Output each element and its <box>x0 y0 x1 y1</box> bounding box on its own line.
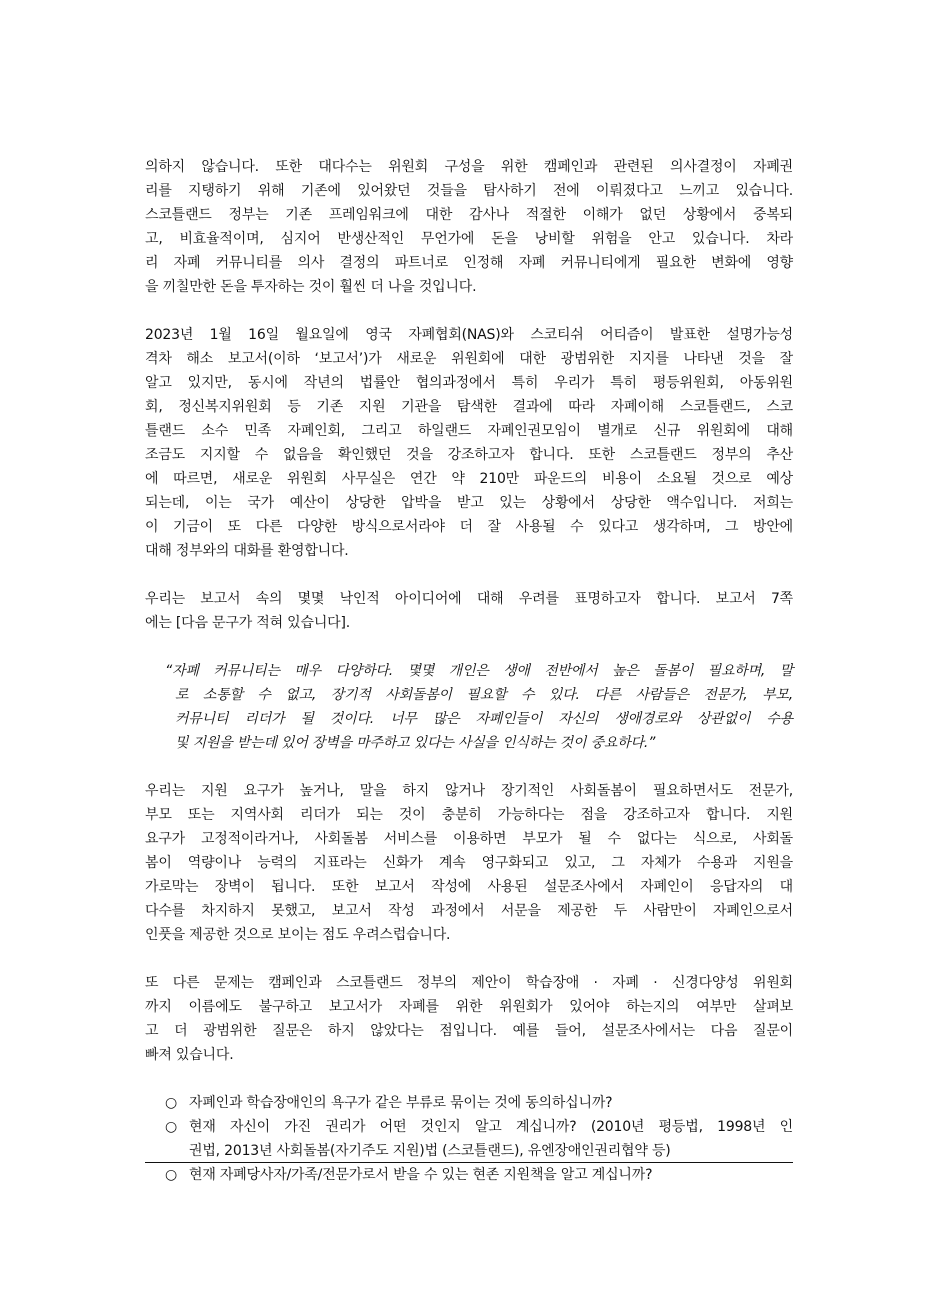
text-line: 리 자폐 커뮤니티를 의사 결정의 파트너로 인정해 자폐 커뮤니티에게 필요한 변화에 영향 <box>145 255 793 271</box>
report-quote <box>165 659 793 755</box>
text-line: 현재 자폐당사자/가족/전문가로서 받을 수 있는 현존 지원책을 알고 계십니까? <box>189 1167 653 1183</box>
text-line: 현재 자신이 가진 권리가 어떤 것인지 알고 계십니까? (2010년 평등법, 1998년 인 <box>189 1119 793 1135</box>
list-item <box>165 1091 793 1115</box>
text-line: 을 끼칠만한 돈을 투자하는 것이 훨씬 더 나을 것입니다. <box>145 279 477 295</box>
text-line: 대해 정부와의 대화를 환영합니다. <box>145 543 349 559</box>
text-line: 우리는 보고서 속의 몇몇 낙인적 아이디어에 대해 우려를 표명하고자 합니다. 보고서 7쪽 <box>145 591 793 607</box>
text-line: 자폐인과 학습장애인의 욕구가 같은 부류로 묶이는 것에 동의하십니까? <box>189 1095 613 1111</box>
text-line: 에는 [다음 문구가 적혀 있습니다]. <box>145 615 350 631</box>
paragraph-2 <box>145 323 793 563</box>
circle-bullet-icon: ○ <box>165 1167 178 1183</box>
survey-question-list <box>165 1091 793 1187</box>
text-line: 에 따르면, 새로운 위원회 사무실은 연간 약 210만 파운드의 비용이 소요될 것으로 예상 <box>145 471 793 487</box>
text-line: 회, 정신복지위원회 등 기존 지원 기관을 탐색한 결과에 따라 자폐이해 스코틀랜드, 스코 <box>145 399 793 415</box>
text-line: 빠져 있습니다. <box>145 1047 234 1063</box>
text-line: 이 기금이 또 다른 다양한 방식으로서라야 더 잘 사용될 수 있다고 생각하며, 그 방안에 <box>145 519 793 535</box>
text-line: 리를 지탱하기 위해 기존에 있어왔던 것들을 탐사하기 전에 이뤄졌다고 느끼고 있습니다. <box>145 183 793 199</box>
text-line: 틀랜드 소수 민족 자폐인회, 그리고 하일랜드 자폐인권모임이 별개로 신규 위원회에 대해 <box>145 423 793 439</box>
text-line: 가로막는 장벽이 됩니다. 또한 보고서 작성에 사용된 설문조사에서 자폐인이 응답자의 대 <box>145 879 793 895</box>
paragraph-spacer <box>145 563 793 587</box>
text-line: 요구가 고정적이라거나, 사회돌봄 서비스를 이용하면 부모가 될 수 없다는 식으로, 사회돌 <box>145 831 793 847</box>
document-page <box>145 155 793 1187</box>
quote-line: 커뮤니티 리더가 될 것이다. 너무 많은 자폐인들이 자신의 생애경로와 상관없이 수용 <box>175 711 793 727</box>
paragraph-spacer <box>145 1067 793 1091</box>
text-line: 격차 해소 보고서(이하 ‘보고서’)가 새로운 위원회에 대한 광범위한 지지를 나타낸 것을 잘 <box>145 351 793 367</box>
text-line: 스코틀랜드 정부는 기존 프레임워크에 대한 감사나 적절한 이해가 없던 상황에서 중복되 <box>145 207 793 223</box>
quote-line: 및 지원을 받는데 있어 장벽을 마주하고 있다는 사실을 인식하는 것이 중요하다.” <box>175 735 656 751</box>
text-line: 봄이 역량이나 능력의 지표라는 신화가 계속 영구화되고 있고, 그 자체가 수용과 지원을 <box>145 855 793 871</box>
page-bottom-rule <box>145 1162 793 1163</box>
paragraph-4 <box>145 779 793 947</box>
text-line: 까지 이름에도 불구하고 보고서가 자폐를 위한 위원회가 있어야 하는지의 여부만 살펴보 <box>145 999 793 1015</box>
text-line: 또 다른 문제는 캠페인과 스코틀랜드 정부의 제안이 학습장애 · 자폐 · 신경다양성 위원회 <box>145 975 793 991</box>
list-item <box>165 1163 793 1187</box>
quote-line: 로 소통할 수 없고, 장기적 사회돌봄이 필요할 수 있다. 다른 사람들은 전문가, 부모, <box>175 687 793 703</box>
paragraph-5 <box>145 971 793 1067</box>
text-line: 조금도 지지할 수 없음을 확인했던 것을 강조하고자 합니다. 또한 스코틀랜드 정부의 추산 <box>145 447 793 463</box>
paragraph-spacer <box>145 755 793 779</box>
text-line: 2023년 1월 16일 월요일에 영국 자폐협회(NAS)와 스코티쉬 어티즘이 발표한 설명가능성 <box>145 327 793 343</box>
text-line: 고 더 광범위한 질문은 하지 않았다는 점입니다. 예를 들어, 설문조사에서는 다음 질문이 <box>145 1023 793 1039</box>
text-line: 우리는 지원 요구가 높거나, 말을 하지 않거나 장기적인 사회돌봄이 필요하면서도 전문가, <box>145 783 793 799</box>
text-line: 의하지 않습니다. 또한 대다수는 위원회 구성을 위한 캠페인과 관련된 의사결정이 자폐권 <box>145 159 793 175</box>
text-line: 되는데, 이는 국가 예산이 상당한 압박을 받고 있는 상황에서 상당한 액수입니다. 저희는 <box>145 495 793 511</box>
circle-bullet-icon: ○ <box>165 1119 178 1135</box>
paragraph-spacer <box>145 635 793 659</box>
quote-line: “자폐 커뮤니티는 매우 다양하다. 몇몇 개인은 생애 전반에서 높은 돌봄이 필요하며, 말 <box>165 663 793 679</box>
circle-bullet-icon: ○ <box>165 1095 178 1111</box>
text-line: 권법, 2013년 사회돌봄(자기주도 지원)법 (스코틀랜드), 유엔장애인권리협약 등) <box>189 1143 671 1159</box>
text-line: 다수를 차지하지 못했고, 보고서 작성 과정에서 서문을 제공한 두 사람만이 자폐인으로서 <box>145 903 793 919</box>
text-line: 인풋을 제공한 것으로 보이는 점도 우려스럽습니다. <box>145 927 451 943</box>
paragraph-1 <box>145 155 793 299</box>
paragraph-3 <box>145 587 793 635</box>
text-line: 알고 있지만, 동시에 작년의 법률안 협의과정에서 특히 우리가 특히 평등위원회, 아동위원 <box>145 375 793 391</box>
paragraph-spacer <box>145 947 793 971</box>
paragraph-spacer <box>145 299 793 323</box>
text-line: 고, 비효율적이며, 심지어 반생산적인 무언가에 돈을 낭비할 위험을 안고 있습니다. 차라 <box>145 231 793 247</box>
text-line: 부모 또는 지역사회 리더가 되는 것이 충분히 가능하다는 점을 강조하고자 합니다. 지원 <box>145 807 793 823</box>
list-item <box>165 1115 793 1163</box>
